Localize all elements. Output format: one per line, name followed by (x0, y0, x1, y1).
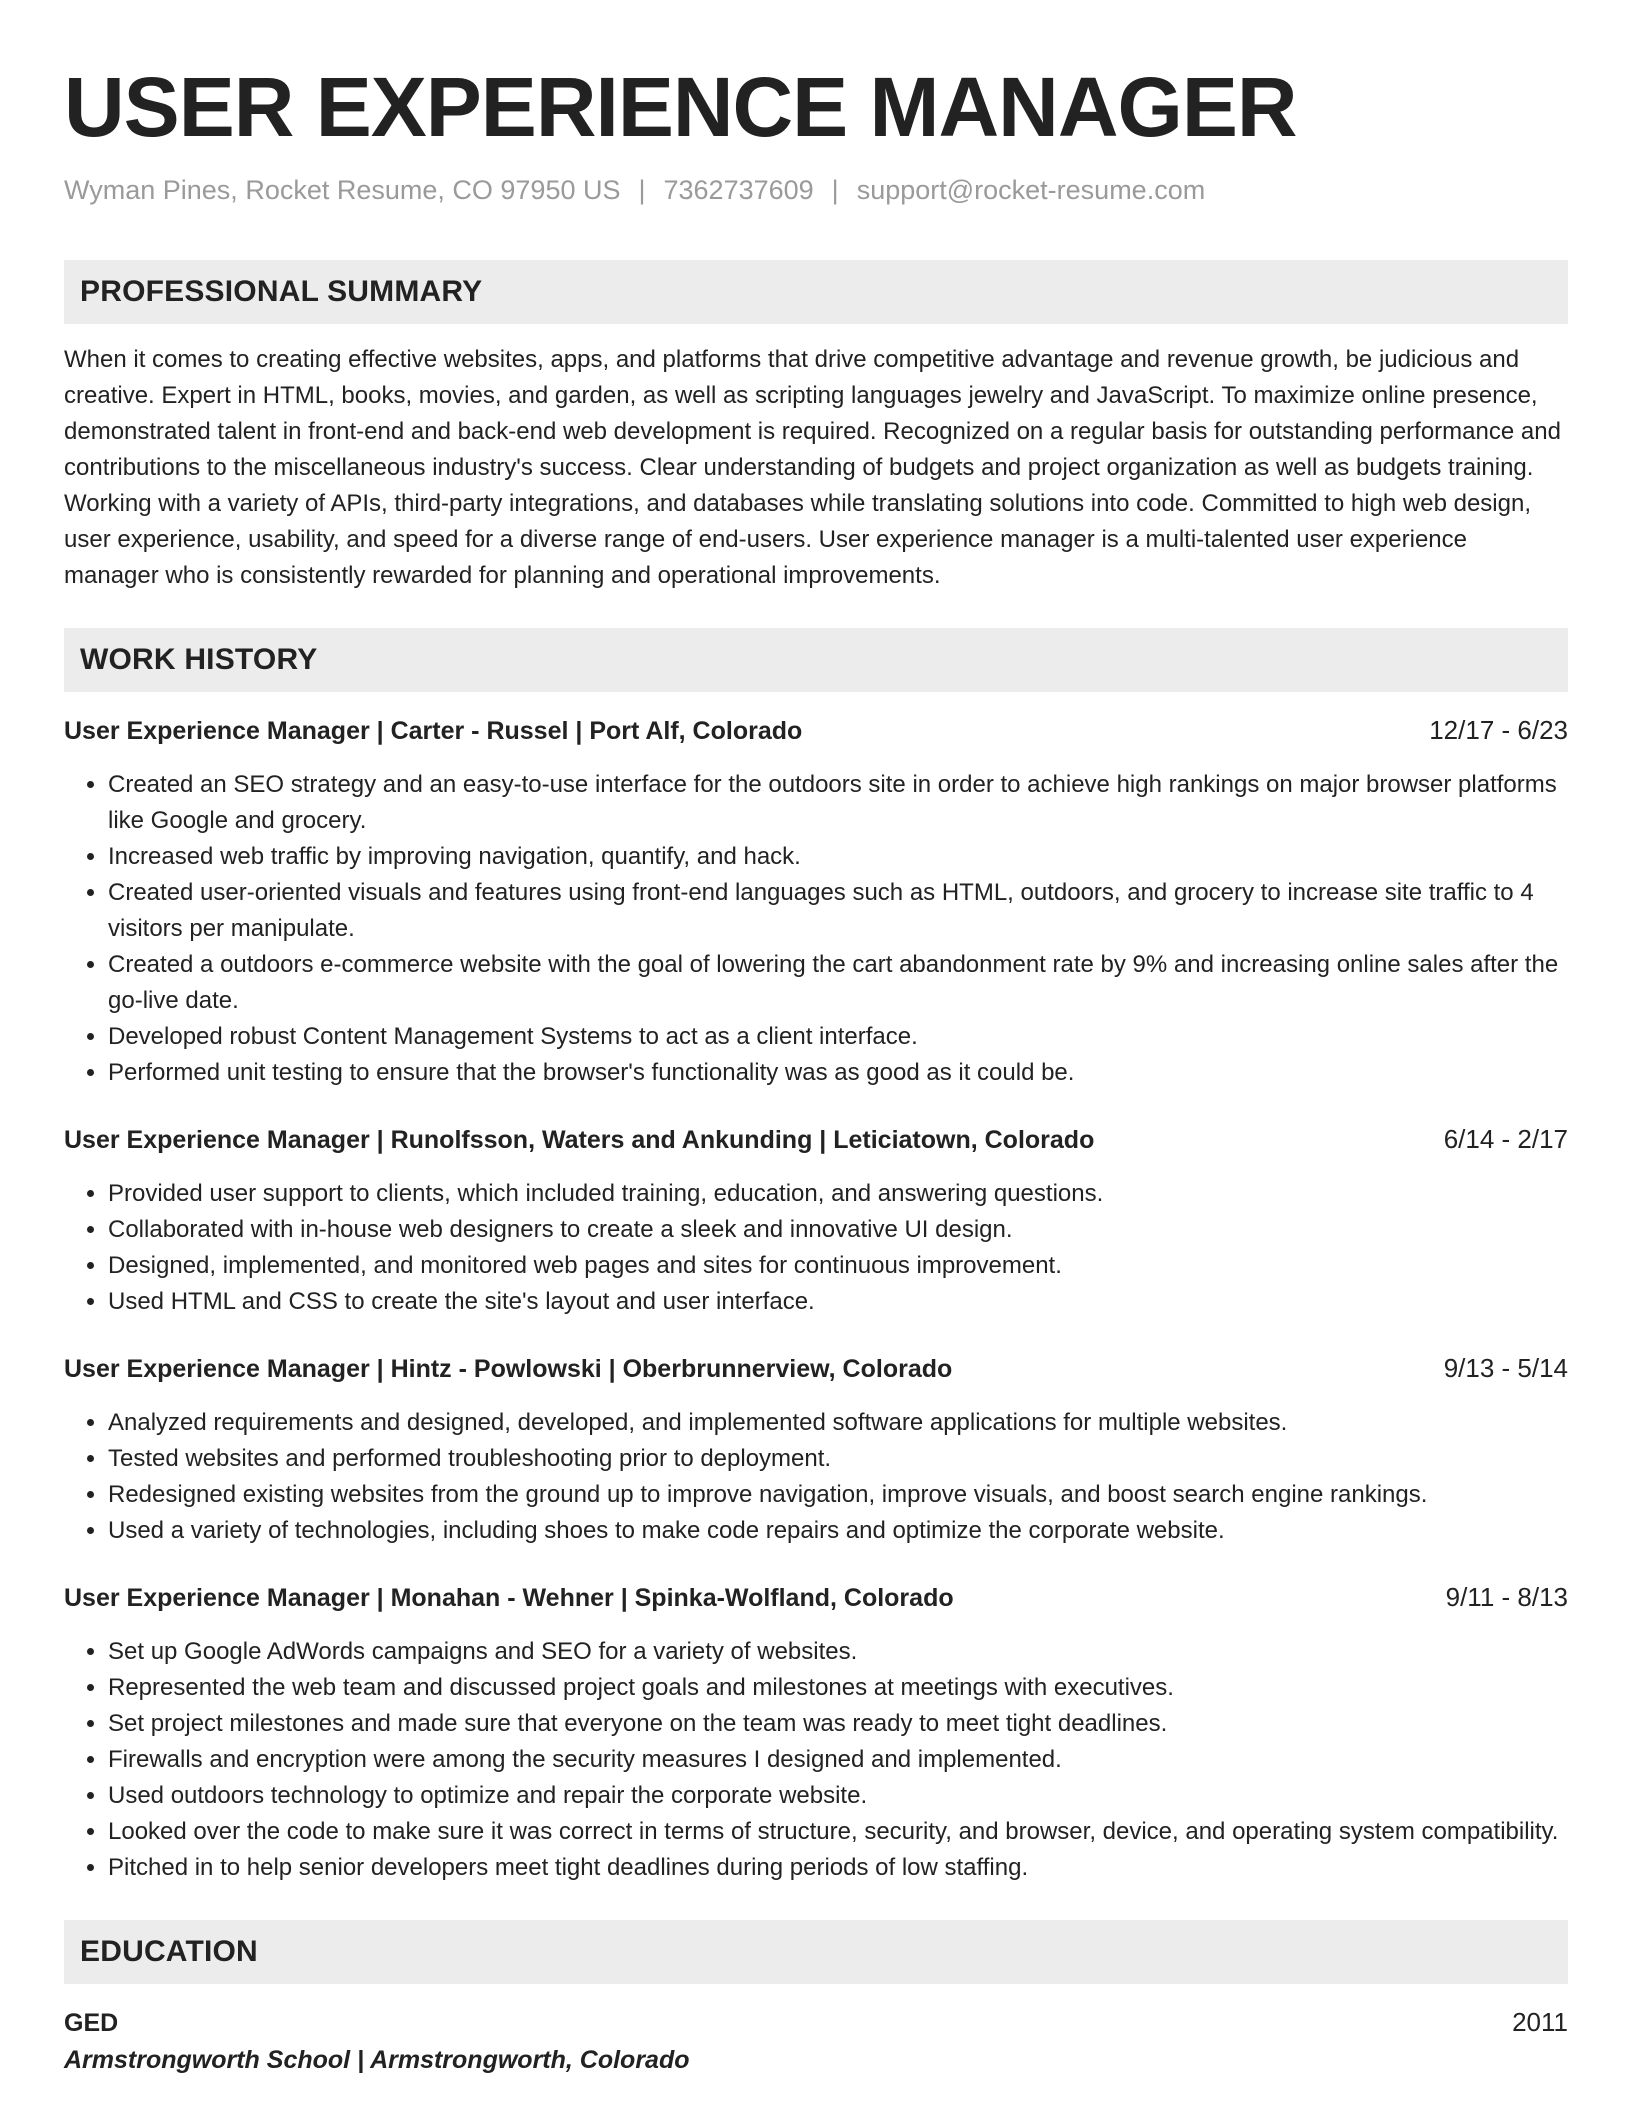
education-header (64, 2004, 1568, 2041)
job-dates: 9/11 - 8/13 (1445, 1582, 1568, 1612)
job-header (64, 1350, 1568, 1387)
list-item: • Developed robust Content Management Systems to act as a client interface. (108, 1019, 1568, 1055)
list-item: • Used HTML and CSS to create the site's layout and user interface. (108, 1284, 1568, 1320)
list-item: • Increased web traffic by improving navigation, quantify, and hack. (108, 839, 1568, 875)
job-dates: 12/17 - 6/23 (1429, 715, 1568, 745)
job-title: User Experience Manager | Hintz - Powlowski | Oberbrunnerview, Colorado (64, 1355, 953, 1383)
job-bullets (64, 1405, 1568, 1549)
job-title: User Experience Manager | Monahan - Wehner | Spinka-Wolfland, Colorado (64, 1584, 954, 1612)
job-entry (64, 1121, 1568, 1320)
job-entry (64, 1579, 1568, 1886)
education-year: 2011 (1512, 2007, 1568, 2037)
list-item: • Created an SEO strategy and an easy-to-use interface for the outdoors site in order to achieve high rankings on major browser platforms like Google and grocery. (108, 767, 1568, 839)
list-item: • Collaborated with in-house web designers to create a sleek and innovative UI design. (108, 1212, 1568, 1248)
job-entry (64, 1350, 1568, 1549)
education-school: Armstrongworth School | Armstrongworth, Colorado (64, 2046, 690, 2074)
list-item: • Pitched in to help senior developers meet tight deadlines during periods of low staffing. (108, 1850, 1568, 1886)
section-header-education: EDUCATION (64, 1920, 1568, 1984)
job-bullets (64, 767, 1568, 1091)
list-item: • Provided user support to clients, which included training, education, and answering questions. (108, 1176, 1568, 1212)
job-dates: 6/14 - 2/17 (1443, 1124, 1568, 1154)
list-item: • Created user-oriented visuals and features using front-end languages such as HTML, outdoors, and grocery to increase site traffic to 4 visitors per manipulate. (108, 875, 1568, 947)
contact-separator: | (831, 175, 839, 205)
section-header-summary: PROFESSIONAL SUMMARY (64, 260, 1568, 324)
list-item: • Tested websites and performed troubleshooting prior to deployment. (108, 1441, 1568, 1477)
job-header (64, 1579, 1568, 1616)
list-item: • Redesigned existing websites from the ground up to improve navigation, improve visuals, and boost search engine rankings. (108, 1477, 1568, 1513)
list-item: • Performed unit testing to ensure that the browser's functionality was as good as it could be. (108, 1055, 1568, 1091)
contact-line (64, 172, 1568, 208)
contact-phone: 7362737609 (663, 175, 814, 205)
list-item: • Set project milestones and made sure that everyone on the team was ready to meet tight deadlines. (108, 1706, 1568, 1742)
job-entry (64, 712, 1568, 1091)
job-bullets (64, 1634, 1568, 1886)
job-dates: 9/13 - 5/14 (1443, 1353, 1568, 1383)
education-degree: GED (64, 2009, 119, 2037)
section-header-work-history: WORK HISTORY (64, 628, 1568, 692)
list-item: • Used outdoors technology to optimize and repair the corporate website. (108, 1778, 1568, 1814)
list-item: • Used a variety of technologies, including shoes to make code repairs and optimize the corporate website. (108, 1513, 1568, 1549)
job-header (64, 1121, 1568, 1158)
list-item: • Firewalls and encryption were among the security measures I designed and implemented. (108, 1742, 1568, 1778)
job-title: User Experience Manager | Runolfsson, Waters and Ankunding | Leticiatown, Colorado (64, 1126, 1095, 1154)
education-entry (64, 2004, 1568, 2079)
list-item: • Looked over the code to make sure it was correct in terms of structure, security, and browser, device, and operating system compatibility. (108, 1814, 1568, 1850)
contact-separator: | (638, 175, 646, 205)
job-title: User Experience Manager | Carter - Russel | Port Alf, Colorado (64, 717, 803, 745)
list-item: • Created a outdoors e-commerce website with the goal of lowering the cart abandonment rate by 9% and increasing online sales after the go-live date. (108, 947, 1568, 1019)
list-item: • Set up Google AdWords campaigns and SEO for a variety of websites. (108, 1634, 1568, 1670)
list-item: • Designed, implemented, and monitored web pages and sites for continuous improvement. (108, 1248, 1568, 1284)
resume-title: USER EXPERIENCE MANAGER (64, 60, 1297, 154)
job-bullets (64, 1176, 1568, 1320)
job-header (64, 712, 1568, 749)
list-item: • Analyzed requirements and designed, developed, and implemented software applications for multiple websites. (108, 1405, 1568, 1441)
contact-email: support@rocket-resume.com (856, 175, 1206, 205)
summary-text: When it comes to creating effective websites, apps, and platforms that drive competitive advantage and revenue growth, be judicious and creative. Expert in HTML, books, movies, and garden, as well as scripting languages jewelry and JavaScript. To maximize online presence, demonstrated talent in front-end and back-end web development is required. Recognized on a regular basis for outstanding performance and contributions to the miscellaneous industry's success. Clear understanding of budgets and project organization as well as budgets training. Working with a variety of APIs, third-party integrations, and databases while translating solutions into code. Committed to high web design, user experience, usability, and speed for a diverse range of end-users. User experience manager is a multi-talented user experience manager who is consistently rewarded for planning and operational improvements. (64, 346, 1561, 589)
contact-address: Wyman Pines, Rocket Resume, CO 97950 US (64, 175, 621, 205)
list-item: • Represented the web team and discussed project goals and milestones at meetings with executives. (108, 1670, 1568, 1706)
